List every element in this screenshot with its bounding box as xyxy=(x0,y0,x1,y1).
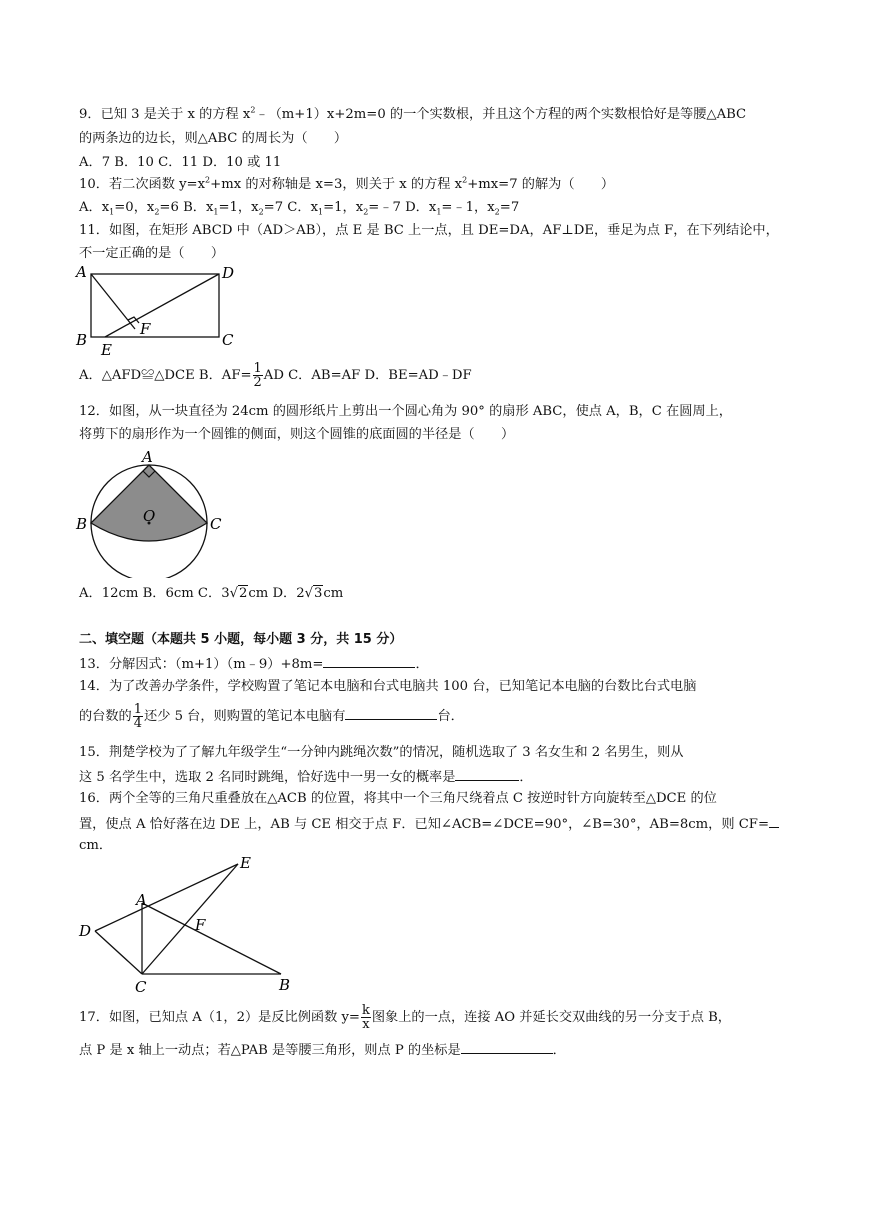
q10-option-a: A．$x_1=0$，$x_2=6$ xyxy=(79,200,184,217)
q10-option-d: D．$x_1=﹣1$，$x_2=7$ xyxy=(405,200,520,217)
q10-option-c: C．$x_1=1$，$x_2=﹣7$ xyxy=(287,200,406,217)
q9-text-b: ﹣（m+1）x+2m=0 的一个实数根，并且这个方程的两个实数根恰好是等腰△ABC xyxy=(255,107,747,122)
q16-triangle-figure xyxy=(74,852,294,997)
q14-line2: 的台数的 $\frac{1}{4}$ 还少 5 台，则购置的笔记本电脑有 台． xyxy=(79,702,464,731)
segment-af xyxy=(91,274,135,329)
segment-de xyxy=(105,274,219,337)
q11-rectangle-figure xyxy=(72,262,242,362)
label-f: F xyxy=(195,916,206,934)
q17-fraction: $\frac{k}{x}$ xyxy=(361,1003,370,1032)
label-d: D xyxy=(79,922,92,940)
q16-line3: cm． xyxy=(79,838,113,853)
q9-text-a: 9．已知 3 是关于 x 的方程 x xyxy=(79,107,251,122)
segment-de xyxy=(95,864,238,931)
q16-answer-blank[interactable] xyxy=(769,814,779,828)
q12-sqrt-2: √2 xyxy=(229,586,248,601)
q10-option-b: B．$x_1=1$，$x_2=7$ xyxy=(183,200,288,217)
segment-dc xyxy=(95,931,142,974)
q9-sup: 2 xyxy=(250,105,256,115)
q17-line1: 17．如图，已知点 A（1，2）是反比例函数 y= $\frac{k}{x}$ 图象上的一点，连接 AO 并延长交双曲线的另一分支于点 B， xyxy=(79,1003,731,1032)
q13-text: 13．分解因式：（m+1）（m﹣9）+8m= xyxy=(79,657,324,672)
label-c: C xyxy=(222,331,234,349)
label-o: O xyxy=(143,507,156,525)
q11-line1: 11．如图，在矩形 ABCD 中（AD＞AB），点 E 是 BC 上一点，且 DE=DA，AF⊥DE，垂足为点 F，在下列结论中， xyxy=(79,223,779,238)
q10-sup2: 2 xyxy=(462,175,468,185)
label-a: A xyxy=(76,263,87,281)
label-a: A xyxy=(136,891,147,909)
q15-line2: 这 5 名学生中，选取 2 名同时跳绳，恰好选中一男一女的概率是 ． xyxy=(79,767,533,787)
q14-line1: 14．为了改善办学条件，学校购置了笔记本电脑和台式电脑共 100 台，已知笔记本电脑的台数比台式电脑 xyxy=(79,679,697,694)
q17-answer-blank[interactable] xyxy=(461,1040,553,1054)
q15-answer-blank[interactable] xyxy=(455,767,519,781)
q10-line1 xyxy=(79,176,614,194)
q11-fraction: $\frac{1}{2}$ xyxy=(253,361,262,390)
label-a: A xyxy=(142,448,153,466)
segment-ab xyxy=(142,903,281,974)
q9-options: A．7 B．10 C．11 D．10 或 11 xyxy=(79,155,282,170)
rectangle-abcd xyxy=(91,274,219,337)
label-e: E xyxy=(101,341,112,359)
label-b: B xyxy=(76,331,88,349)
q12-option-a: A．12cm B．6cm C．3 xyxy=(79,586,230,601)
label-b: B xyxy=(76,515,88,533)
label-b: B xyxy=(279,976,291,994)
q11-option-a: A．△AFD≌△DCE B．AF= xyxy=(79,368,252,383)
q14-answer-blank[interactable] xyxy=(345,706,437,720)
q16-line2: 置，使点 A 恰好落在边 DE 上，AB 与 CE 相交于点 F．已知∠ACB=∠DCE=90°，∠B=30°，AB=8cm，则 CF= xyxy=(79,814,779,834)
q12-option-c: cm xyxy=(323,586,344,601)
q12-line2: 将剪下的扇形作为一个圆锥的侧面，则这个圆锥的底面圆的半径是（ ） xyxy=(79,427,515,442)
label-f: F xyxy=(140,320,151,338)
q16-line1: 16．两个全等的三角尺重叠放在△ACB 的位置，将其中一个三角尺绕着点 C 按逆时针方向旋转至△DCE 的位 xyxy=(79,791,717,806)
q12-option-b: cm D．2 xyxy=(248,586,305,601)
q10-text-c: +mx=7 的解为（ ） xyxy=(467,177,615,192)
q12-circle-figure xyxy=(72,446,232,578)
q10-options xyxy=(79,199,519,217)
label-d: D xyxy=(222,264,235,282)
q12-line1: 12．如图，从一块直径为 24cm 的圆形纸片上剪出一个圆心角为 90° 的扇形 ABC，使点 A，B，C 在圆周上， xyxy=(79,404,732,419)
q11-option-b: AD C．AB=AF D．BE=AD﹣DF xyxy=(263,368,472,383)
q13-line: 13．分解因式：（m+1）（m﹣9）+8m= ． xyxy=(79,654,429,674)
q9-line1 xyxy=(79,106,746,124)
segment-ce xyxy=(142,864,238,974)
q13-answer-blank[interactable] xyxy=(323,654,415,668)
q9-line2: 的两条边的边长，则△ABC 的周长为（ ） xyxy=(79,131,348,146)
q11-options xyxy=(79,362,472,389)
label-c: C xyxy=(210,515,222,533)
label-c: C xyxy=(135,978,147,996)
q10-text-a: 10．若二次函数 y=x xyxy=(79,177,206,192)
q17-line2: 点 P 是 x 轴上一动点；若△PAB 是等腰三角形，则点 P 的坐标是 ． xyxy=(79,1040,566,1060)
q11-line2: 不一定正确的是（ ） xyxy=(79,246,225,261)
q10-text-b: +mx 的对称轴是 x=3，则关于 x 的方程 x xyxy=(210,177,463,192)
q12-options xyxy=(79,585,343,603)
label-e: E xyxy=(240,854,251,872)
q10-sup1: 2 xyxy=(205,175,211,185)
q14-fraction: $\frac{1}{4}$ xyxy=(133,702,143,731)
q15-line1: 15．荆楚学校为了了解九年级学生“一分钟内跳绳次数”的情况，随机选取了 3 名女生和 2 名男生，则从 xyxy=(79,745,684,760)
section-2-title: 二、填空题（本题共 5 小题，每小题 3 分，共 15 分） xyxy=(79,632,403,647)
q12-sqrt-3: √3 xyxy=(304,586,323,601)
